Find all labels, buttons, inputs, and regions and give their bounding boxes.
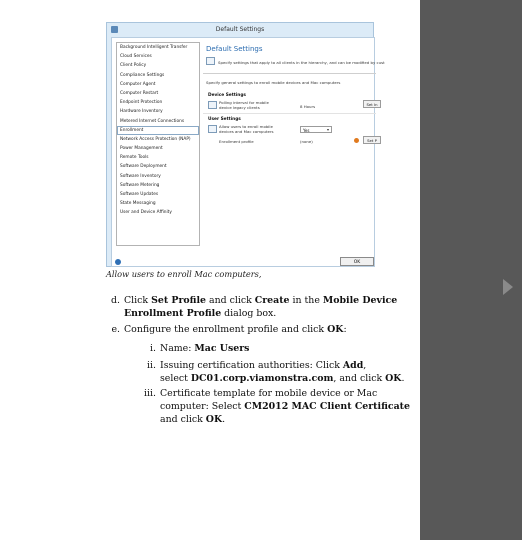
- nav-item: Compliance Settings: [120, 72, 165, 78]
- substep-ii-line2: [160, 372, 404, 385]
- nav-item: Client Policy: [120, 63, 147, 69]
- nav-item: Hardware Inventory: [120, 109, 163, 115]
- step-text: Issuing certification authorities: Click: [160, 360, 343, 371]
- nav-item: Network Access Protection (NAP): [120, 136, 191, 142]
- allow-enroll-value: Yes: [303, 128, 310, 133]
- section-description: Specify general settings to enroll mobile devices and Mac computers: [206, 80, 341, 85]
- nav-item-selected: Enrollment: [117, 126, 199, 135]
- step-text: Name:: [160, 343, 195, 354]
- substep-marker: i.: [150, 343, 156, 354]
- window-title: Default Settings: [215, 26, 265, 33]
- ui-term: DC01.corp.viamonstra.com: [190, 373, 334, 384]
- enrollment-profile-label: Enrollment profile: [219, 139, 254, 144]
- default-settings-screenshot: [106, 22, 385, 267]
- ui-term: OK: [385, 373, 402, 384]
- step-text: .: [401, 373, 405, 384]
- help-icon[interactable]: [115, 259, 121, 265]
- step-text: ,: [363, 360, 367, 371]
- nav-item: Software Deployment: [120, 164, 167, 170]
- settings-nav-list: [116, 42, 200, 246]
- step-d-line2: [124, 307, 276, 320]
- substep-i: [160, 342, 249, 355]
- device-icon: [208, 101, 217, 109]
- nav-item: Power Management: [120, 146, 163, 152]
- nav-item: Remote Tools: [120, 155, 149, 161]
- step-text: and click: [160, 414, 206, 425]
- device-settings-label: Device Settings: [208, 93, 246, 98]
- nav-item: Endpoint Protection: [120, 100, 163, 106]
- ui-term: Mac Users: [194, 343, 250, 354]
- step-text: .: [222, 414, 226, 425]
- step-text: Click: [124, 295, 152, 306]
- chevron-down-icon: ▾: [327, 127, 330, 132]
- reader-side-panel: [420, 0, 522, 540]
- intro-text: Specify settings that apply to all clients in the hierarchy, and can be modified by cust: [218, 60, 385, 65]
- set-profile-button[interactable]: Set P: [363, 136, 381, 144]
- substep-iii-line1: [160, 387, 377, 400]
- divider: [203, 113, 376, 114]
- ui-term: OK: [205, 414, 223, 425]
- step-text: :: [343, 324, 347, 335]
- step-text: computer: Select: [160, 401, 245, 412]
- nav-item: Computer Restart: [120, 90, 159, 96]
- nav-item: Software Updates: [120, 192, 159, 197]
- ui-term: CM2012 MAC Client Certificate: [244, 401, 410, 412]
- figure-caption: Allow users to enroll Mac computers,: [106, 269, 262, 279]
- substep-ii-line1: [160, 359, 366, 372]
- allow-enroll-label: Allow users to enroll mobile devices and Mac computers: [219, 124, 274, 134]
- warning-icon: [354, 138, 359, 143]
- polling-value: 8 Hours: [300, 104, 316, 109]
- ui-term: Enrollment Profile: [124, 308, 222, 319]
- step-text: , and click: [333, 373, 386, 384]
- user-settings-label: User Settings: [208, 117, 241, 122]
- step-text: Configure the enrollment profile and click: [124, 324, 328, 335]
- enrollment-profile-value: (none): [300, 139, 313, 144]
- step-marker: e.: [111, 324, 120, 335]
- settings-pane: [203, 42, 385, 246]
- polling-label: Polling interval for mobile device legacy clients: [219, 100, 269, 110]
- nav-item: Background Intelligent Transfer: [120, 45, 188, 50]
- ui-term: Create: [254, 295, 290, 306]
- ui-term: Set Profile: [151, 295, 207, 306]
- user-icon: [208, 125, 217, 133]
- step-text: Certificate template for mobile device or Mac: [160, 388, 378, 399]
- nav-item: Software Metering: [120, 182, 160, 188]
- substep-iii-line2: [160, 400, 410, 413]
- substep-iii-line3: [160, 413, 225, 426]
- nav-item: Computer Agent: [120, 81, 156, 87]
- substep-marker: ii.: [147, 360, 156, 371]
- nav-item: State Messaging: [120, 201, 156, 207]
- step-text: and click: [206, 295, 255, 306]
- step-text: select: [160, 373, 191, 384]
- settings-icon: [206, 57, 215, 65]
- nav-item: Cloud Services: [120, 54, 152, 60]
- set-interval-button[interactable]: Set In: [363, 100, 381, 108]
- ui-term: Mobile Device: [322, 295, 398, 306]
- pane-heading: Default Settings: [206, 45, 263, 53]
- ui-term: OK: [327, 324, 344, 335]
- substep-marker: iii.: [144, 388, 156, 399]
- next-page-arrow-icon[interactable]: [503, 279, 513, 295]
- ui-term: Add: [342, 360, 364, 371]
- ok-button[interactable]: OK: [340, 257, 374, 266]
- divider: [203, 73, 376, 74]
- dialog-body: [111, 37, 385, 267]
- nav-item: Metered Internet Connections: [120, 118, 185, 124]
- step-marker: d.: [111, 295, 120, 306]
- nav-item: Software Inventory: [120, 173, 161, 179]
- nav-item: User and Device Affinity: [120, 210, 172, 216]
- step-text: in the: [289, 295, 323, 306]
- step-d-line1: [124, 294, 397, 307]
- step-text: dialog box.: [221, 308, 277, 319]
- step-e: [124, 323, 347, 336]
